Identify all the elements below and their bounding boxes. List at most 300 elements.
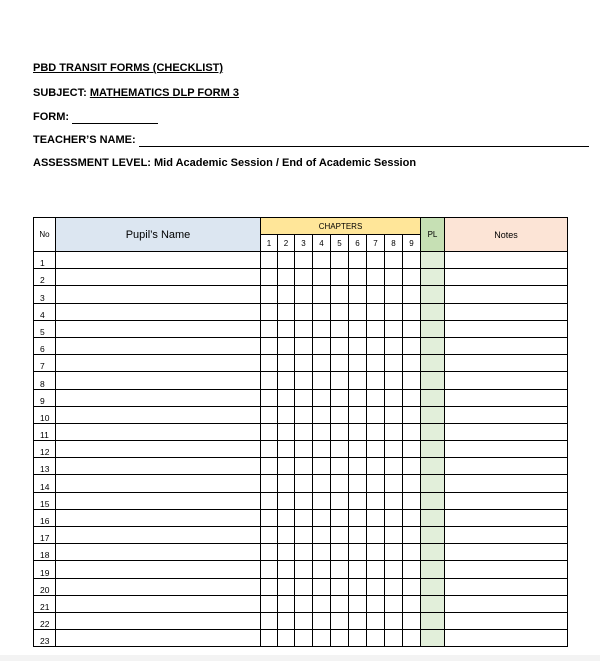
pl-cell[interactable]: [421, 303, 445, 320]
chapter-cell[interactable]: [349, 509, 367, 526]
notes-cell[interactable]: [445, 578, 568, 595]
notes-cell[interactable]: [445, 441, 568, 458]
chapter-cell[interactable]: [367, 561, 385, 578]
chapter-cell[interactable]: [385, 320, 403, 337]
chapter-cell[interactable]: [313, 252, 331, 269]
chapter-number: 8: [385, 235, 403, 252]
notes-cell[interactable]: [445, 406, 568, 423]
chapter-cell[interactable]: [278, 630, 295, 647]
chapter-cell[interactable]: [385, 475, 403, 492]
chapter-cell[interactable]: [367, 389, 385, 406]
chapter-cell[interactable]: [261, 544, 278, 561]
chapter-cell[interactable]: [331, 269, 349, 286]
chapter-cell[interactable]: [385, 337, 403, 354]
chapter-cell[interactable]: [403, 475, 421, 492]
chapter-cell[interactable]: [313, 561, 331, 578]
pupil-name-cell[interactable]: [56, 286, 261, 303]
chapter-cell[interactable]: [261, 269, 278, 286]
chapter-cell[interactable]: [295, 389, 313, 406]
chapter-cell[interactable]: [367, 286, 385, 303]
chapter-cell[interactable]: [349, 595, 367, 612]
row-number: 23: [34, 630, 56, 647]
chapter-cell[interactable]: [385, 544, 403, 561]
table-row: [34, 527, 568, 544]
chapter-cell[interactable]: [278, 509, 295, 526]
chapter-cell[interactable]: [295, 458, 313, 475]
pl-cell[interactable]: [421, 612, 445, 629]
pupil-name-cell[interactable]: [56, 458, 261, 475]
chapter-cell[interactable]: [313, 269, 331, 286]
chapter-cell[interactable]: [403, 492, 421, 509]
notes-cell[interactable]: [445, 595, 568, 612]
chapter-cell[interactable]: [261, 441, 278, 458]
chapter-cell[interactable]: [349, 372, 367, 389]
chapter-cell[interactable]: [295, 337, 313, 354]
chapter-cell[interactable]: [295, 544, 313, 561]
chapter-cell[interactable]: [385, 389, 403, 406]
chapter-cell[interactable]: [313, 595, 331, 612]
chapter-cell[interactable]: [385, 286, 403, 303]
chapter-cell[interactable]: [403, 561, 421, 578]
pl-cell[interactable]: [421, 252, 445, 269]
chapter-cell[interactable]: [261, 337, 278, 354]
chapter-cell[interactable]: [295, 252, 313, 269]
chapter-cell[interactable]: [385, 612, 403, 629]
chapter-cell[interactable]: [313, 303, 331, 320]
chapter-cell[interactable]: [349, 492, 367, 509]
chapter-cell[interactable]: [295, 355, 313, 372]
table-row: [34, 612, 568, 629]
chapter-cell[interactable]: [295, 527, 313, 544]
assessment-level: ASSESSMENT LEVEL: Mid Academic Session / End of Academic Session: [33, 157, 417, 169]
chapter-cell[interactable]: [313, 406, 331, 423]
form-label: FORM:: [33, 111, 70, 123]
notes-cell[interactable]: [445, 475, 568, 492]
chapter-cell[interactable]: [403, 441, 421, 458]
chapter-cell[interactable]: [295, 286, 313, 303]
pupil-name-cell[interactable]: [56, 406, 261, 423]
chapter-cell[interactable]: [385, 355, 403, 372]
pl-cell[interactable]: [421, 372, 445, 389]
pupil-name-cell[interactable]: [56, 578, 261, 595]
chapter-cell[interactable]: [349, 286, 367, 303]
pupil-name-cell[interactable]: [56, 252, 261, 269]
notes-cell[interactable]: [445, 337, 568, 354]
chapter-cell[interactable]: [261, 578, 278, 595]
chapter-cell[interactable]: [278, 337, 295, 354]
pl-cell[interactable]: [421, 355, 445, 372]
chapter-cell[interactable]: [261, 630, 278, 647]
notes-cell[interactable]: [445, 372, 568, 389]
chapter-cell[interactable]: [278, 252, 295, 269]
chapter-cell[interactable]: [295, 578, 313, 595]
chapter-cell[interactable]: [403, 252, 421, 269]
row-number: 15: [34, 492, 56, 509]
chapter-cell[interactable]: [385, 492, 403, 509]
chapter-cell[interactable]: [313, 544, 331, 561]
table-row: [34, 303, 568, 320]
chapter-cell[interactable]: [349, 527, 367, 544]
chapter-cell[interactable]: [331, 527, 349, 544]
pl-cell[interactable]: [421, 578, 445, 595]
chapter-cell[interactable]: [385, 406, 403, 423]
chapter-cell[interactable]: [331, 372, 349, 389]
chapter-cell[interactable]: [367, 578, 385, 595]
chapter-cell[interactable]: [295, 561, 313, 578]
chapter-cell[interactable]: [331, 475, 349, 492]
pl-cell[interactable]: [421, 475, 445, 492]
chapter-cell[interactable]: [349, 630, 367, 647]
chapter-cell[interactable]: [385, 509, 403, 526]
chapter-cell[interactable]: [278, 423, 295, 440]
chapter-cell[interactable]: [313, 612, 331, 629]
chapter-cell[interactable]: [367, 630, 385, 647]
notes-cell[interactable]: [445, 423, 568, 440]
chapter-cell[interactable]: [385, 252, 403, 269]
notes-cell[interactable]: [445, 252, 568, 269]
chapter-cell[interactable]: [403, 509, 421, 526]
chapter-cell[interactable]: [278, 527, 295, 544]
pupil-name-cell[interactable]: [56, 630, 261, 647]
chapter-cell[interactable]: [349, 355, 367, 372]
pupil-name-cell[interactable]: [56, 372, 261, 389]
chapter-cell[interactable]: [313, 337, 331, 354]
chapter-cell[interactable]: [278, 372, 295, 389]
chapter-cell[interactable]: [349, 423, 367, 440]
chapter-cell[interactable]: [403, 458, 421, 475]
chapter-cell[interactable]: [403, 578, 421, 595]
chapter-cell[interactable]: [331, 595, 349, 612]
chapter-cell[interactable]: [278, 458, 295, 475]
chapter-cell[interactable]: [313, 475, 331, 492]
chapter-cell[interactable]: [295, 509, 313, 526]
chapter-cell[interactable]: [331, 492, 349, 509]
chapter-cell[interactable]: [367, 303, 385, 320]
chapter-cell[interactable]: [385, 423, 403, 440]
chapter-cell[interactable]: [261, 286, 278, 303]
chapter-cell[interactable]: [295, 372, 313, 389]
chapter-cell[interactable]: [385, 458, 403, 475]
chapter-cell[interactable]: [403, 423, 421, 440]
chapter-cell[interactable]: [261, 509, 278, 526]
pupil-name-cell[interactable]: [56, 269, 261, 286]
chapter-cell[interactable]: [349, 441, 367, 458]
chapter-cell[interactable]: [261, 406, 278, 423]
chapter-cell[interactable]: [331, 320, 349, 337]
chapter-cell[interactable]: [403, 303, 421, 320]
chapter-cell[interactable]: [385, 372, 403, 389]
pl-cell[interactable]: [421, 269, 445, 286]
pl-cell[interactable]: [421, 630, 445, 647]
pupil-name-cell[interactable]: [56, 509, 261, 526]
chapter-cell[interactable]: [278, 286, 295, 303]
chapter-cell[interactable]: [367, 337, 385, 354]
chapter-cell[interactable]: [403, 544, 421, 561]
chapter-cell[interactable]: [367, 441, 385, 458]
chapter-cell[interactable]: [331, 337, 349, 354]
chapter-number: 3: [295, 235, 313, 252]
chapter-cell[interactable]: [261, 372, 278, 389]
chapter-cell[interactable]: [385, 595, 403, 612]
pl-cell[interactable]: [421, 595, 445, 612]
pupil-name-cell[interactable]: [56, 441, 261, 458]
chapter-cell[interactable]: [278, 269, 295, 286]
chapter-cell[interactable]: [367, 509, 385, 526]
chapter-cell[interactable]: [295, 320, 313, 337]
chapter-cell[interactable]: [349, 561, 367, 578]
pl-cell[interactable]: [421, 320, 445, 337]
notes-cell[interactable]: [445, 269, 568, 286]
form-blank[interactable]: [72, 112, 158, 124]
chapter-cell[interactable]: [278, 441, 295, 458]
chapter-cell[interactable]: [385, 527, 403, 544]
pupil-name-cell[interactable]: [56, 337, 261, 354]
chapter-cell[interactable]: [261, 595, 278, 612]
notes-cell[interactable]: [445, 492, 568, 509]
notes-cell[interactable]: [445, 509, 568, 526]
chapter-cell[interactable]: [349, 269, 367, 286]
chapter-cell[interactable]: [367, 269, 385, 286]
pupil-name-cell[interactable]: [56, 595, 261, 612]
chapter-cell[interactable]: [313, 492, 331, 509]
notes-cell[interactable]: [445, 630, 568, 647]
chapter-cell[interactable]: [403, 372, 421, 389]
chapter-cell[interactable]: [278, 492, 295, 509]
chapter-cell[interactable]: [367, 252, 385, 269]
pl-cell[interactable]: [421, 389, 445, 406]
pupil-name-cell[interactable]: [56, 320, 261, 337]
pupil-name-cell[interactable]: [56, 303, 261, 320]
pl-cell[interactable]: [421, 458, 445, 475]
chapter-cell[interactable]: [295, 406, 313, 423]
notes-cell[interactable]: [445, 458, 568, 475]
chapter-cell[interactable]: [367, 458, 385, 475]
chapter-cell[interactable]: [295, 492, 313, 509]
chapter-cell[interactable]: [278, 561, 295, 578]
chapter-cell[interactable]: [331, 612, 349, 629]
chapter-cell[interactable]: [367, 544, 385, 561]
chapter-cell[interactable]: [349, 475, 367, 492]
chapter-cell[interactable]: [331, 578, 349, 595]
chapter-cell[interactable]: [313, 578, 331, 595]
chapter-cell[interactable]: [331, 441, 349, 458]
row-number: 13: [34, 458, 56, 475]
teacher-name-blank[interactable]: [139, 135, 589, 147]
chapter-cell[interactable]: [367, 423, 385, 440]
pl-cell[interactable]: [421, 337, 445, 354]
chapter-cell[interactable]: [403, 630, 421, 647]
row-number: 9: [34, 389, 56, 406]
chapter-cell[interactable]: [349, 406, 367, 423]
table-row: [34, 441, 568, 458]
pl-cell[interactable]: [421, 544, 445, 561]
chapter-cell[interactable]: [403, 527, 421, 544]
chapter-cell[interactable]: [313, 320, 331, 337]
row-number: 21: [34, 595, 56, 612]
pupil-name-cell[interactable]: [56, 527, 261, 544]
chapter-cell[interactable]: [331, 630, 349, 647]
notes-cell[interactable]: [445, 303, 568, 320]
chapter-cell[interactable]: [367, 355, 385, 372]
chapter-cell[interactable]: [278, 303, 295, 320]
chapter-cell[interactable]: [331, 406, 349, 423]
chapter-cell[interactable]: [385, 303, 403, 320]
chapter-cell[interactable]: [313, 372, 331, 389]
chapter-cell[interactable]: [278, 578, 295, 595]
chapter-cell[interactable]: [349, 389, 367, 406]
chapter-cell[interactable]: [403, 389, 421, 406]
chapter-cell[interactable]: [349, 544, 367, 561]
chapter-cell[interactable]: [261, 320, 278, 337]
chapter-cell[interactable]: [349, 320, 367, 337]
chapter-cell[interactable]: [331, 355, 349, 372]
chapter-cell[interactable]: [403, 320, 421, 337]
chapter-cell[interactable]: [367, 372, 385, 389]
pl-cell[interactable]: [421, 527, 445, 544]
pupil-name-cell[interactable]: [56, 612, 261, 629]
chapter-cell[interactable]: [261, 492, 278, 509]
chapter-cell[interactable]: [367, 320, 385, 337]
row-number: 4: [34, 303, 56, 320]
chapter-cell[interactable]: [385, 269, 403, 286]
chapter-cell[interactable]: [313, 286, 331, 303]
chapter-cell[interactable]: [331, 252, 349, 269]
chapter-cell[interactable]: [313, 509, 331, 526]
chapter-cell[interactable]: [403, 406, 421, 423]
notes-cell[interactable]: [445, 561, 568, 578]
chapter-cell[interactable]: [261, 389, 278, 406]
pl-cell[interactable]: [421, 406, 445, 423]
chapter-cell[interactable]: [367, 475, 385, 492]
chapter-cell[interactable]: [331, 389, 349, 406]
chapter-cell[interactable]: [295, 630, 313, 647]
pl-cell[interactable]: [421, 509, 445, 526]
pl-cell[interactable]: [421, 286, 445, 303]
chapter-cell[interactable]: [331, 286, 349, 303]
chapter-cell[interactable]: [349, 303, 367, 320]
chapter-cell[interactable]: [295, 269, 313, 286]
pupil-name-cell[interactable]: [56, 389, 261, 406]
row-number: 17: [34, 527, 56, 544]
chapter-cell[interactable]: [349, 578, 367, 595]
pupil-name-cell[interactable]: [56, 355, 261, 372]
chapter-cell[interactable]: [349, 252, 367, 269]
chapter-cell[interactable]: [313, 389, 331, 406]
chapter-cell[interactable]: [278, 544, 295, 561]
row-number: 14: [34, 475, 56, 492]
chapter-cell[interactable]: [278, 406, 295, 423]
chapter-cell[interactable]: [295, 303, 313, 320]
chapter-cell[interactable]: [278, 320, 295, 337]
chapter-cell[interactable]: [295, 595, 313, 612]
chapter-cell[interactable]: [261, 458, 278, 475]
chapter-cell[interactable]: [313, 458, 331, 475]
chapter-cell[interactable]: [278, 475, 295, 492]
chapter-cell[interactable]: [403, 355, 421, 372]
chapter-cell[interactable]: [367, 492, 385, 509]
pl-cell[interactable]: [421, 561, 445, 578]
chapter-cell[interactable]: [278, 595, 295, 612]
row-number: 8: [34, 372, 56, 389]
chapter-cell[interactable]: [261, 252, 278, 269]
chapter-cell[interactable]: [403, 612, 421, 629]
chapter-cell[interactable]: [403, 269, 421, 286]
chapter-cell[interactable]: [261, 527, 278, 544]
chapter-cell[interactable]: [278, 612, 295, 629]
chapter-cell[interactable]: [403, 337, 421, 354]
chapter-cell[interactable]: [331, 561, 349, 578]
chapter-cell[interactable]: [331, 544, 349, 561]
notes-cell[interactable]: [445, 389, 568, 406]
notes-cell[interactable]: [445, 612, 568, 629]
chapter-cell[interactable]: [261, 423, 278, 440]
chapter-cell[interactable]: [261, 561, 278, 578]
subject-value: MATHEMATICS DLP FORM 3: [89, 87, 239, 99]
chapter-cell[interactable]: [313, 630, 331, 647]
chapter-cell[interactable]: [261, 475, 278, 492]
chapter-cell[interactable]: [295, 423, 313, 440]
chapter-cell[interactable]: [349, 458, 367, 475]
chapter-cell[interactable]: [403, 286, 421, 303]
notes-cell[interactable]: [445, 286, 568, 303]
row-number: 7: [34, 355, 56, 372]
chapter-cell[interactable]: [331, 458, 349, 475]
chapter-cell[interactable]: [261, 612, 278, 629]
pupil-name-cell[interactable]: [56, 544, 261, 561]
pupil-name-cell[interactable]: [56, 475, 261, 492]
pupil-name-cell[interactable]: [56, 561, 261, 578]
notes-cell[interactable]: [445, 544, 568, 561]
chapter-number: 2: [278, 235, 295, 252]
chapter-cell[interactable]: [367, 406, 385, 423]
notes-cell[interactable]: [445, 527, 568, 544]
chapter-cell[interactable]: [278, 389, 295, 406]
pl-cell[interactable]: [421, 441, 445, 458]
table-row: [34, 320, 568, 337]
chapter-cell[interactable]: [313, 441, 331, 458]
pl-cell[interactable]: [421, 492, 445, 509]
chapter-cell[interactable]: [331, 509, 349, 526]
chapter-cell[interactable]: [261, 355, 278, 372]
chapter-cell[interactable]: [385, 630, 403, 647]
pupil-name-cell[interactable]: [56, 423, 261, 440]
chapter-cell[interactable]: [367, 595, 385, 612]
chapter-cell[interactable]: [295, 475, 313, 492]
chapter-cell[interactable]: [313, 423, 331, 440]
pl-cell[interactable]: [421, 423, 445, 440]
notes-cell[interactable]: [445, 355, 568, 372]
chapter-cell[interactable]: [385, 561, 403, 578]
chapter-cell[interactable]: [385, 578, 403, 595]
chapter-cell[interactable]: [313, 527, 331, 544]
chapter-cell[interactable]: [261, 303, 278, 320]
chapter-cell[interactable]: [278, 355, 295, 372]
chapter-cell[interactable]: [295, 441, 313, 458]
chapter-cell[interactable]: [331, 423, 349, 440]
chapter-cell[interactable]: [349, 337, 367, 354]
table-row: [34, 355, 568, 372]
chapter-cell[interactable]: [349, 612, 367, 629]
chapter-cell[interactable]: [331, 303, 349, 320]
pupil-name-cell[interactable]: [56, 492, 261, 509]
chapter-cell[interactable]: [367, 612, 385, 629]
chapter-cell[interactable]: [385, 441, 403, 458]
chapter-cell[interactable]: [367, 527, 385, 544]
notes-cell[interactable]: [445, 320, 568, 337]
chapter-cell[interactable]: [313, 355, 331, 372]
chapter-cell[interactable]: [403, 595, 421, 612]
chapter-cell[interactable]: [295, 612, 313, 629]
